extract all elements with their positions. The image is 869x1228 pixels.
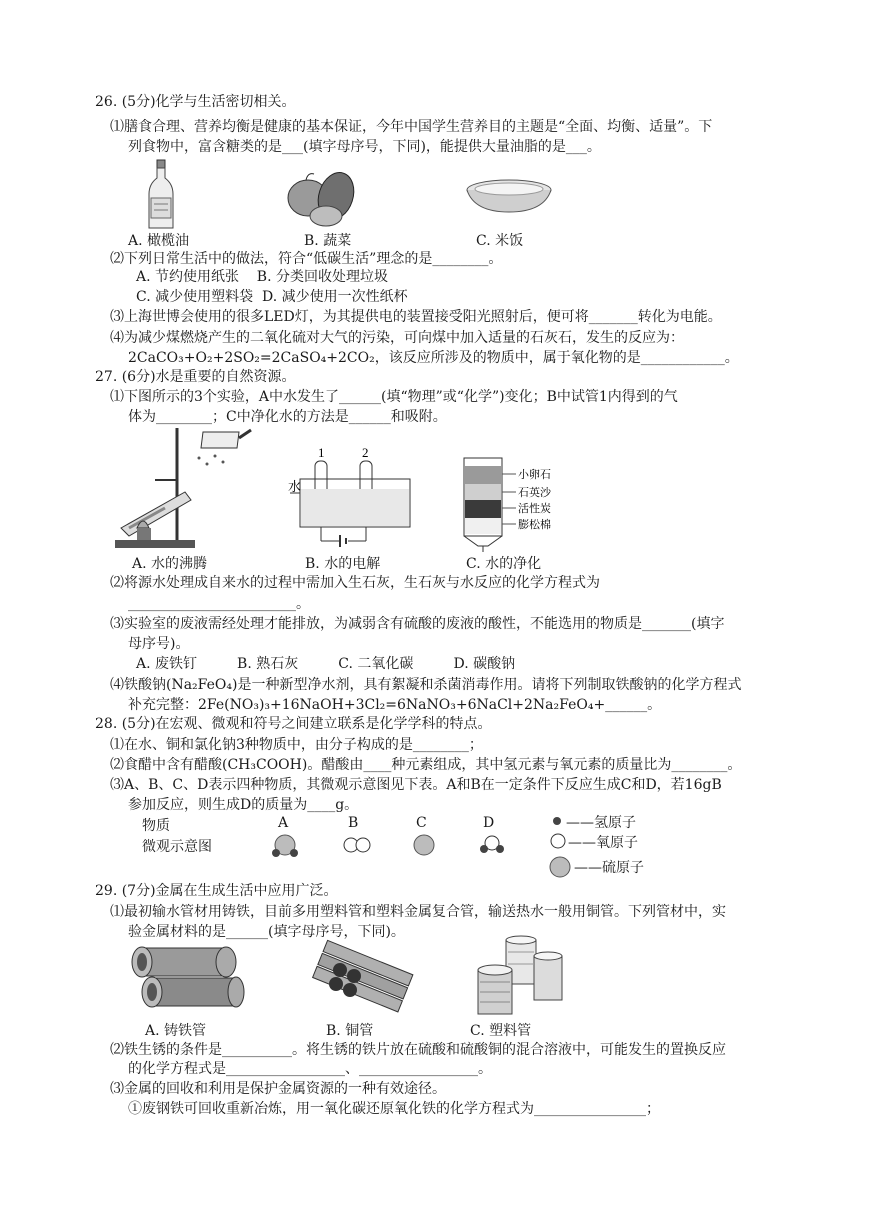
- legend-hydrogen: ——氢原子: [566, 815, 636, 831]
- sulfur-atom-icon: [547, 855, 573, 879]
- q27-caption-a: A. 水的沸腾: [132, 556, 208, 572]
- molecule-a-icon: [270, 832, 300, 860]
- olive-oil-bottle-image: [146, 160, 176, 230]
- q29-p2b: 的化学方程式是_________________、_________________。: [128, 1061, 492, 1077]
- q27-title: 27. (6分)水是重要的自然资源。: [95, 369, 296, 385]
- q29-p2a: ⑵铁生锈的条件是__________。将生锈的铁片放在硫酸和硫酸铜的混合溶液中，可能发生的置换反应: [110, 1042, 726, 1058]
- q27-caption-b: B. 水的电解: [305, 556, 381, 572]
- pebble-label: 小卵石: [518, 469, 551, 481]
- q28-p2: ⑵食醋中含有醋酸(CH₃COOH)。醋酸由____种元素组成，其中氢元素与氧元素的质量比为________。: [110, 757, 742, 773]
- substance-row-label: 物质: [142, 818, 170, 834]
- q29-title: 29. (7分)金属在生成生活中应用广泛。: [95, 883, 338, 899]
- molecule-b-icon: [342, 836, 372, 854]
- q29-p3-1: ①废钢铁可回收重新冶炼，用一氧化碳还原氧化铁的化学方程式为________________；: [128, 1101, 660, 1117]
- q27-p3b: 母序号)。: [128, 636, 190, 652]
- q26-p4a: ⑷为减少煤燃烧产生的二氧化硫对大气的污染，可向煤中加入适量的石灰石，发生的反应为：: [110, 330, 684, 346]
- oxygen-atom-icon: [549, 832, 567, 850]
- hydrogen-atom-icon: [549, 813, 565, 829]
- q26-p1a: ⑴膳食合理、营养均衡是健康的基本保证，今年中国学生营养目的主题是“全面、均衡、适量”。下: [110, 119, 713, 135]
- q26-p2-opt2: C. 减少使用塑料袋 D. 减少使用一次性纸杯: [136, 289, 408, 305]
- col-d-label: D: [483, 815, 495, 831]
- q27-caption-c: C. 水的净化: [466, 556, 542, 572]
- q28-p3b: 参加反应，则生成D的质量为____g。: [128, 797, 359, 813]
- q28-title: 28. (5分)在宏观、微观和符号之间建立联系是化学学科的特点。: [95, 716, 492, 732]
- tube-1-label: 1: [318, 445, 325, 460]
- col-b-label: B: [348, 815, 359, 831]
- cotton-label: 膨松棉: [518, 519, 551, 531]
- q28-p3a: ⑶A、B、C、D表示四种物质，其微观示意图见下表。A和B在一定条件下反应生成C和D，若16gB: [110, 777, 722, 793]
- legend-sulfur: ——硫原子: [574, 860, 644, 876]
- plastic-pipe-image: [470, 936, 566, 1018]
- tube-2-label: 2: [362, 445, 369, 460]
- molecule-c-icon: [411, 833, 437, 857]
- water-electrolysis-apparatus-image: [290, 445, 425, 550]
- q26-p4b: 2CaCO₃+O₂+2SO₂=2CaSO₄+2CO₂，该反应所涉及的物质中，属于氧化物的是____________。: [128, 350, 739, 366]
- col-a-label: A: [278, 815, 289, 831]
- q29-caption-c: C. 塑料管: [470, 1023, 532, 1039]
- q27-p3-options: A. 废铁钉 B. 熟石灰 C. 二氧化碳 D. 碳酸钠: [136, 656, 516, 672]
- q26-caption-a: A. 橄榄油: [128, 233, 190, 249]
- q26-caption-c: C. 米饭: [476, 233, 524, 249]
- water-purifier-image: [460, 456, 568, 552]
- q29-caption-a: A. 铸铁管: [145, 1023, 207, 1039]
- q28-p1: ⑴在水、铜和氯化钠3种物质中，由分子构成的是________；: [110, 737, 483, 753]
- q29-p3: ⑶金属的回收和利用是保护金属资源的一种有效途径。: [110, 1081, 446, 1097]
- q27-p1a: ⑴下图所示的3个实验，A中水发生了______(填“物理”或“化学”)变化；B中试管1内得到的气: [110, 389, 678, 405]
- q26-p2-opt1: A. 节约使用纸张 B. 分类回收处理垃圾: [136, 269, 388, 285]
- copper-pipe-image: [310, 940, 414, 1016]
- q29-p1b: 验金属材料的是______(填字母序号，下同)。: [128, 924, 405, 940]
- legend-oxygen: ——氧原子: [568, 835, 638, 851]
- q27-p4a: ⑷铁酸钠(Na₂FeO₄)是一种新型净水剂，具有絮凝和杀菌消毒作用。请将下列制取铁酸钠的化学方程式: [110, 677, 742, 693]
- molecule-d-icon: [479, 834, 505, 856]
- rice-bowl-image: [464, 178, 554, 214]
- micro-diagram-row-label: 微观示意图: [142, 839, 212, 855]
- water-label: 水: [288, 479, 302, 494]
- q26-title: 26. (5分)化学与生活密切相关。: [95, 94, 296, 110]
- q27-p1b: 体为________；C中净化水的方法是______和吸附。: [128, 409, 447, 425]
- q27-p2a: ⑵将源水处理成自来水的过程中需加入生石灰，生石灰与水反应的化学方程式为: [110, 575, 600, 591]
- q29-p1a: ⑴最初输水管材用铸铁，目前多用塑料管和塑料金属复合管，输送热水一般用铜管。下列管材中，实: [110, 904, 726, 920]
- q26-p2: ⑵下列日常生活中的做法，符合“低碳生活”理念的是________。: [110, 251, 503, 267]
- q27-p2b: ________________________。: [128, 596, 310, 612]
- col-c-label: C: [416, 815, 427, 831]
- q26-p3: ⑶上海世博会使用的很多LED灯，为其提供电的装置接受阳光照射后，便可将_______转化为电能。: [110, 309, 722, 325]
- q27-p3a: ⑶实验室的废液需经处理才能排放，为减弱含有硫酸的废液的酸性，不能选用的物质是_______(填字: [110, 616, 725, 632]
- q27-p4b: 补充完整：2Fe(NO₃)₃+16NaOH+3Cl₂=6NaNO₃+6NaCl+2Na₂FeO₄+______。: [128, 697, 662, 713]
- cast-iron-pipe-image: [128, 942, 244, 1014]
- quartz-sand-label: 石英沙: [518, 487, 551, 499]
- q29-caption-b: B. 铜管: [326, 1023, 374, 1039]
- vegetables-image: [286, 168, 366, 230]
- water-boiling-apparatus-image: [115, 428, 255, 550]
- activated-carbon-label: 活性炭: [518, 503, 551, 515]
- q26-caption-b: B. 蔬菜: [304, 233, 352, 249]
- q26-p1b: 列食物中，富含糖类的是___(填字母序号，下同)，能提供大量油脂的是___。: [128, 139, 601, 155]
